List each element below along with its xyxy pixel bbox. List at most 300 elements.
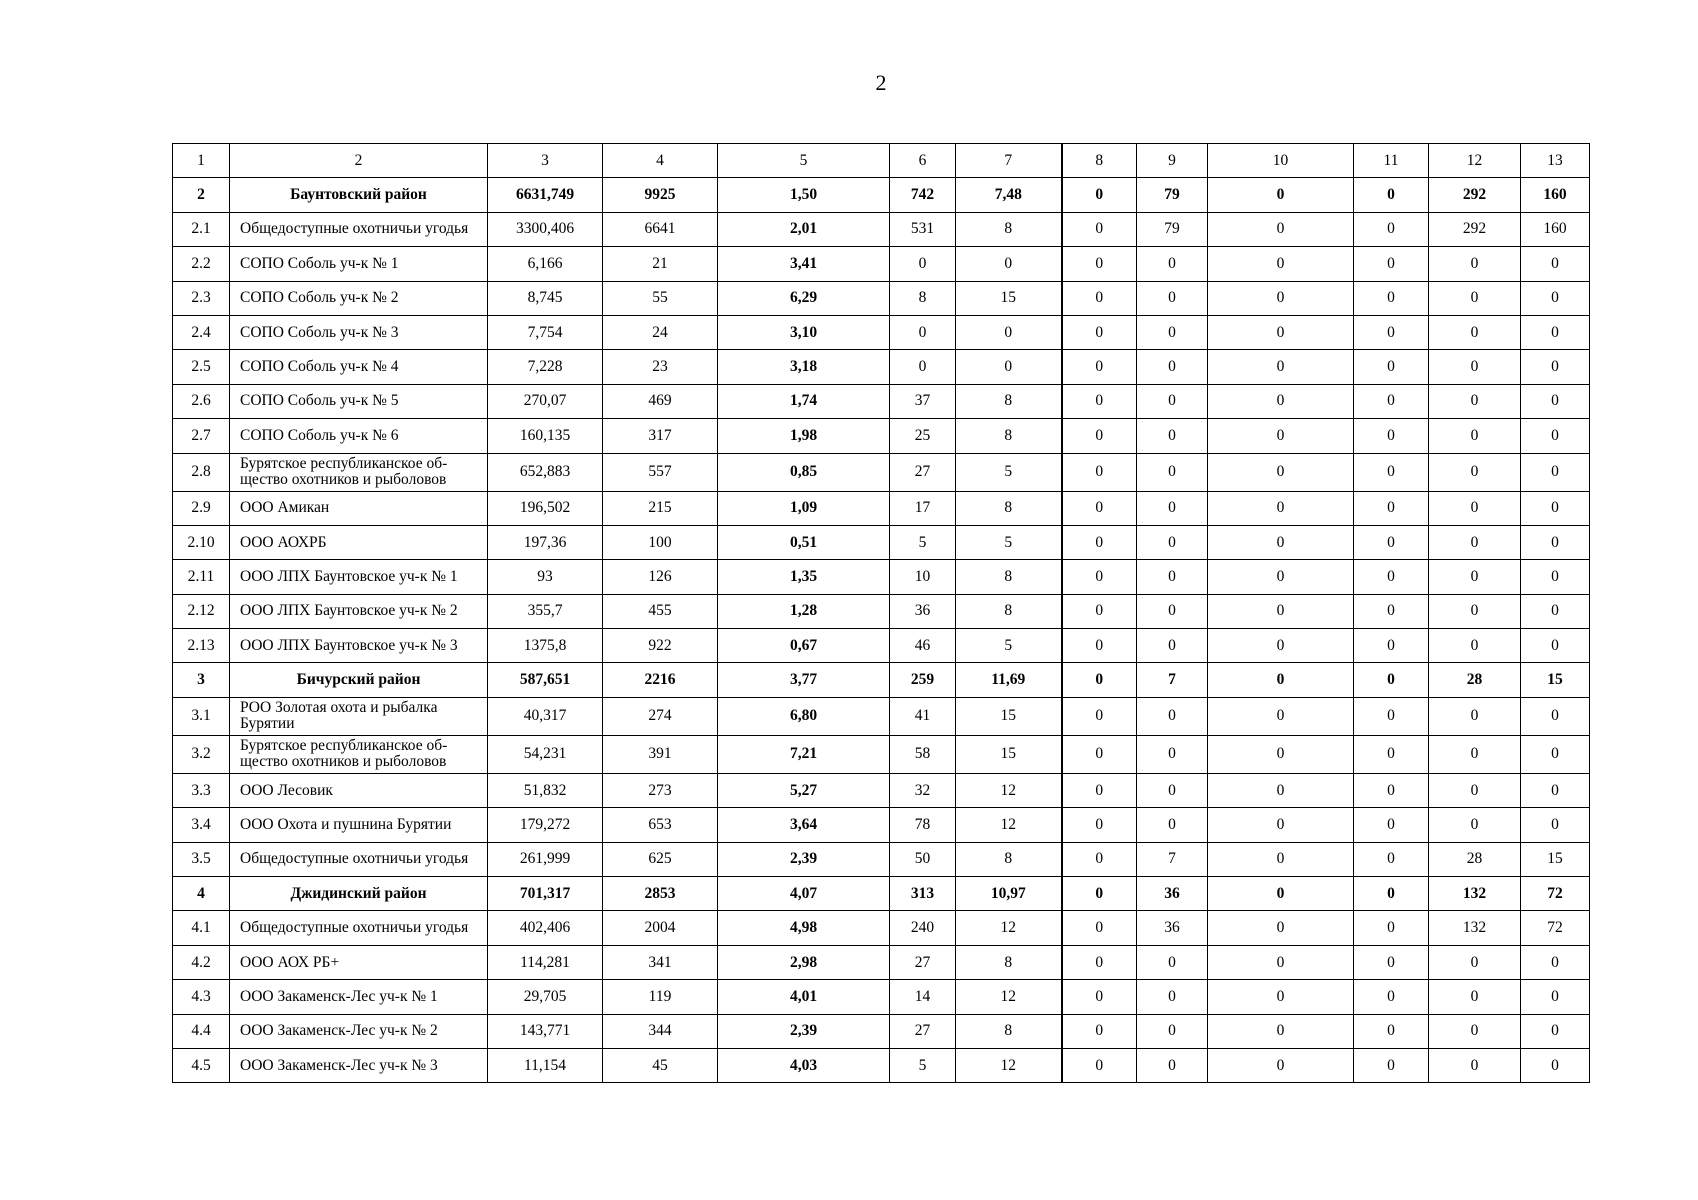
table-cell-col-10: 0 <box>1208 911 1354 945</box>
table-cell-col-7: 12 <box>956 808 1062 842</box>
table-cell-col-4: 6641 <box>603 212 718 246</box>
table-cell-col-6: 25 <box>890 419 956 453</box>
table-cell-col-1: 2.5 <box>173 350 230 384</box>
table-cell-col-11: 0 <box>1354 980 1429 1014</box>
table-cell-col-10: 0 <box>1208 247 1354 281</box>
table-row <box>173 453 1590 491</box>
table-cell-col-5: 6,80 <box>718 697 890 735</box>
table-cell-col-6: 0 <box>890 350 956 384</box>
table-cell-col-2: Общедоступные охотничьи угодья <box>230 212 488 246</box>
table-cell-col-6: 50 <box>890 842 956 876</box>
table-cell-col-5: 6,29 <box>718 281 890 315</box>
table-cell-col-3: 1375,8 <box>488 629 603 663</box>
table-cell-col-1: 2.10 <box>173 525 230 559</box>
table-cell-col-5: 1,28 <box>718 594 890 628</box>
table-cell-col-10: 0 <box>1208 629 1354 663</box>
table-cell-col-9: 0 <box>1137 525 1208 559</box>
table-cell-col-1: 2.13 <box>173 629 230 663</box>
table-cell-col-2: 2 <box>230 144 488 178</box>
table-cell-col-6: 742 <box>890 178 956 212</box>
table-cell-col-12: 28 <box>1429 663 1521 697</box>
table-cell-col-11: 0 <box>1354 594 1429 628</box>
table-cell-col-3: 93 <box>488 560 603 594</box>
table-cell-col-3: 51,832 <box>488 773 603 807</box>
table-cell-col-13: 160 <box>1521 178 1590 212</box>
table-cell-col-7: 8 <box>956 945 1062 979</box>
table-cell-col-13: 0 <box>1521 315 1590 349</box>
table-cell-col-12: 0 <box>1429 808 1521 842</box>
table-cell-col-1: 3.1 <box>173 697 230 735</box>
table-cell-col-13: 0 <box>1521 247 1590 281</box>
table-cell-col-1: 2.12 <box>173 594 230 628</box>
table-cell-col-12: 292 <box>1429 212 1521 246</box>
table-cell-col-4: 273 <box>603 773 718 807</box>
table-cell-col-7: 5 <box>956 629 1062 663</box>
table-cell-col-4: 469 <box>603 384 718 418</box>
table-cell-col-3: 7,754 <box>488 315 603 349</box>
table-cell-col-13: 0 <box>1521 1014 1590 1048</box>
table-cell-col-12: 0 <box>1429 980 1521 1014</box>
table-cell-col-3: 40,317 <box>488 697 603 735</box>
table-cell-col-5: 0,85 <box>718 453 890 491</box>
table-cell-col-4: 557 <box>603 453 718 491</box>
table-cell-col-5: 4,03 <box>718 1048 890 1082</box>
table-cell-col-12: 12 <box>1429 144 1521 178</box>
table-cell-col-9: 0 <box>1137 453 1208 491</box>
table-cell-col-10: 0 <box>1208 560 1354 594</box>
table-cell-col-3: 143,771 <box>488 1014 603 1048</box>
table-cell-col-6: 8 <box>890 281 956 315</box>
table-cell-col-10: 0 <box>1208 281 1354 315</box>
table-cell-col-5: 1,98 <box>718 419 890 453</box>
table-row <box>173 350 1590 384</box>
table-cell-col-13: 0 <box>1521 350 1590 384</box>
table-header-row <box>173 144 1590 178</box>
table-cell-col-1: 4.2 <box>173 945 230 979</box>
table-cell-col-7: 8 <box>956 594 1062 628</box>
table-cell-col-10: 0 <box>1208 842 1354 876</box>
table-cell-col-13: 0 <box>1521 980 1590 1014</box>
table-cell-col-3: 179,272 <box>488 808 603 842</box>
table-cell-col-13: 72 <box>1521 877 1590 911</box>
table-cell-col-11: 0 <box>1354 315 1429 349</box>
table-cell-col-1: 2.9 <box>173 491 230 525</box>
table-cell-col-11: 0 <box>1354 773 1429 807</box>
table-cell-col-1: 4.5 <box>173 1048 230 1082</box>
table-cell-col-13: 0 <box>1521 945 1590 979</box>
table-cell-col-11: 0 <box>1354 697 1429 735</box>
table-cell-col-4: 215 <box>603 491 718 525</box>
data-table <box>172 143 1590 1083</box>
table-cell-col-9: 79 <box>1137 178 1208 212</box>
table-cell-col-11: 0 <box>1354 384 1429 418</box>
table-cell-col-8: 0 <box>1062 663 1137 697</box>
table-cell-col-6: 27 <box>890 453 956 491</box>
table-cell-col-1: 2.8 <box>173 453 230 491</box>
table-cell-col-11: 0 <box>1354 212 1429 246</box>
table-cell-col-4: 625 <box>603 842 718 876</box>
table-row <box>173 491 1590 525</box>
table-cell-col-12: 0 <box>1429 697 1521 735</box>
table-cell-col-7: 7 <box>956 144 1062 178</box>
table-cell-col-12: 0 <box>1429 945 1521 979</box>
table-cell-col-8: 0 <box>1062 384 1137 418</box>
table-row <box>173 1048 1590 1082</box>
table-cell-col-12: 0 <box>1429 773 1521 807</box>
table-cell-col-8: 0 <box>1062 808 1137 842</box>
table-cell-col-12: 132 <box>1429 877 1521 911</box>
table-cell-col-7: 12 <box>956 911 1062 945</box>
table-cell-col-7: 12 <box>956 980 1062 1014</box>
table-cell-col-10: 0 <box>1208 1014 1354 1048</box>
table-cell-col-3: 3 <box>488 144 603 178</box>
table-cell-col-6: 5 <box>890 525 956 559</box>
table-cell-col-4: 24 <box>603 315 718 349</box>
table-cell-col-13: 13 <box>1521 144 1590 178</box>
table-cell-col-8: 0 <box>1062 1048 1137 1082</box>
table-cell-col-3: 54,231 <box>488 735 603 773</box>
table-cell-col-6: 259 <box>890 663 956 697</box>
table-cell-col-10: 10 <box>1208 144 1354 178</box>
table-row <box>173 911 1590 945</box>
table-row <box>173 1014 1590 1048</box>
table-cell-col-2: СОПО Соболь уч-к № 2 <box>230 281 488 315</box>
table-cell-col-2: ООО ЛПХ Баунтовское уч-к № 3 <box>230 629 488 663</box>
table-cell-col-5: 2,39 <box>718 842 890 876</box>
table-cell-col-5: 3,64 <box>718 808 890 842</box>
table-cell-col-7: 8 <box>956 419 1062 453</box>
table-cell-col-12: 0 <box>1429 315 1521 349</box>
table-cell-col-13: 72 <box>1521 911 1590 945</box>
table-cell-col-8: 0 <box>1062 735 1137 773</box>
table-cell-col-5: 4,01 <box>718 980 890 1014</box>
district-row <box>173 663 1590 697</box>
table-cell-col-2: СОПО Соболь уч-к № 1 <box>230 247 488 281</box>
table-cell-col-9: 0 <box>1137 281 1208 315</box>
table-cell-col-2: РОО Золотая охота и рыбалка Бурятии <box>230 697 488 735</box>
table-cell-col-7: 5 <box>956 525 1062 559</box>
table-cell-col-2: Общедоступные охотничьи угодья <box>230 911 488 945</box>
table-row <box>173 315 1590 349</box>
table-cell-col-1: 1 <box>173 144 230 178</box>
table-cell-col-3: 3300,406 <box>488 212 603 246</box>
table-cell-col-5: 3,10 <box>718 315 890 349</box>
table-cell-col-2: СОПО Соболь уч-к № 6 <box>230 419 488 453</box>
table-cell-col-11: 0 <box>1354 629 1429 663</box>
table-cell-col-5: 4,07 <box>718 877 890 911</box>
table-cell-col-11: 0 <box>1354 247 1429 281</box>
table-cell-col-2: ООО ЛПХ Баунтовское уч-к № 2 <box>230 594 488 628</box>
table-row <box>173 281 1590 315</box>
table-cell-col-4: 2004 <box>603 911 718 945</box>
table-cell-col-1: 2.4 <box>173 315 230 349</box>
table-cell-col-2: ООО АОХ РБ+ <box>230 945 488 979</box>
table-cell-col-12: 0 <box>1429 350 1521 384</box>
table-cell-col-3: 701,317 <box>488 877 603 911</box>
table-cell-col-5: 1,50 <box>718 178 890 212</box>
table-cell-col-10: 0 <box>1208 980 1354 1014</box>
table-cell-col-10: 0 <box>1208 491 1354 525</box>
table-cell-col-11: 0 <box>1354 663 1429 697</box>
table-cell-col-1: 3.3 <box>173 773 230 807</box>
table-cell-col-5: 2,01 <box>718 212 890 246</box>
district-row <box>173 877 1590 911</box>
table-cell-col-11: 0 <box>1354 808 1429 842</box>
table-row <box>173 384 1590 418</box>
table-cell-col-2: ООО Охота и пушнина Бурятии <box>230 808 488 842</box>
table-cell-col-4: 9925 <box>603 178 718 212</box>
table-cell-col-3: 587,651 <box>488 663 603 697</box>
table-row <box>173 735 1590 773</box>
table-cell-col-10: 0 <box>1208 212 1354 246</box>
table-cell-col-8: 0 <box>1062 773 1137 807</box>
table-cell-col-5: 7,21 <box>718 735 890 773</box>
table-cell-col-8: 0 <box>1062 1014 1137 1048</box>
table-cell-col-12: 0 <box>1429 384 1521 418</box>
table-cell-col-1: 4.4 <box>173 1014 230 1048</box>
table-cell-col-7: 0 <box>956 315 1062 349</box>
table-cell-col-13: 0 <box>1521 773 1590 807</box>
table-cell-col-5: 3,41 <box>718 247 890 281</box>
table-cell-col-13: 0 <box>1521 491 1590 525</box>
table-cell-col-10: 0 <box>1208 525 1354 559</box>
table-cell-col-8: 0 <box>1062 842 1137 876</box>
table-cell-col-1: 2.11 <box>173 560 230 594</box>
table-cell-col-8: 0 <box>1062 629 1137 663</box>
table-cell-col-1: 2.3 <box>173 281 230 315</box>
table-cell-col-12: 0 <box>1429 594 1521 628</box>
table-cell-col-9: 0 <box>1137 697 1208 735</box>
table-cell-col-6: 240 <box>890 911 956 945</box>
table-cell-col-11: 0 <box>1354 735 1429 773</box>
table-cell-col-6: 41 <box>890 697 956 735</box>
table-row <box>173 212 1590 246</box>
table-cell-col-11: 0 <box>1354 1014 1429 1048</box>
table-cell-col-7: 8 <box>956 1014 1062 1048</box>
table-cell-col-10: 0 <box>1208 773 1354 807</box>
table-cell-col-4: 344 <box>603 1014 718 1048</box>
table-cell-col-10: 0 <box>1208 178 1354 212</box>
table-cell-col-6: 313 <box>890 877 956 911</box>
table-cell-col-9: 0 <box>1137 629 1208 663</box>
table-cell-col-2: Баунтовский район <box>230 178 488 212</box>
table-row <box>173 945 1590 979</box>
table-row <box>173 808 1590 842</box>
table-cell-col-4: 119 <box>603 980 718 1014</box>
table-cell-col-12: 28 <box>1429 842 1521 876</box>
table-cell-col-12: 0 <box>1429 560 1521 594</box>
table-cell-col-13: 0 <box>1521 384 1590 418</box>
table-cell-col-1: 4.3 <box>173 980 230 1014</box>
table-cell-col-1: 4 <box>173 877 230 911</box>
table-cell-col-4: 55 <box>603 281 718 315</box>
table-cell-col-7: 15 <box>956 697 1062 735</box>
table-cell-col-7: 11,69 <box>956 663 1062 697</box>
table-cell-col-8: 0 <box>1062 281 1137 315</box>
table-cell-col-7: 7,48 <box>956 178 1062 212</box>
table-cell-col-12: 0 <box>1429 281 1521 315</box>
table-cell-col-8: 0 <box>1062 560 1137 594</box>
table-cell-col-5: 2,98 <box>718 945 890 979</box>
table-cell-col-6: 17 <box>890 491 956 525</box>
table-cell-col-3: 7,228 <box>488 350 603 384</box>
table-cell-col-6: 27 <box>890 945 956 979</box>
table-cell-col-12: 0 <box>1429 1048 1521 1082</box>
table-cell-col-8: 0 <box>1062 315 1137 349</box>
table-cell-col-9: 79 <box>1137 212 1208 246</box>
table-cell-col-9: 0 <box>1137 247 1208 281</box>
table-cell-col-5: 1,09 <box>718 491 890 525</box>
table-cell-col-13: 0 <box>1521 697 1590 735</box>
table-cell-col-3: 8,745 <box>488 281 603 315</box>
table-cell-col-2: ООО Закаменск-Лес уч-к № 1 <box>230 980 488 1014</box>
table-cell-col-13: 0 <box>1521 808 1590 842</box>
table-cell-col-5: 1,74 <box>718 384 890 418</box>
table-cell-col-5: 5,27 <box>718 773 890 807</box>
table-row <box>173 629 1590 663</box>
table-cell-col-8: 0 <box>1062 945 1137 979</box>
table-cell-col-4: 4 <box>603 144 718 178</box>
table-cell-col-1: 2.6 <box>173 384 230 418</box>
table-cell-col-2: СОПО Соболь уч-к № 5 <box>230 384 488 418</box>
table-row <box>173 594 1590 628</box>
table-cell-col-6: 5 <box>890 1048 956 1082</box>
table-cell-col-6: 6 <box>890 144 956 178</box>
table-cell-col-8: 0 <box>1062 877 1137 911</box>
table-row <box>173 697 1590 735</box>
table-cell-col-9: 0 <box>1137 419 1208 453</box>
table-cell-col-2: ООО Закаменск-Лес уч-к № 3 <box>230 1048 488 1082</box>
table-row <box>173 419 1590 453</box>
table-cell-col-3: 261,999 <box>488 842 603 876</box>
table-cell-col-10: 0 <box>1208 594 1354 628</box>
table-cell-col-8: 0 <box>1062 350 1137 384</box>
page-number: 2 <box>875 70 887 95</box>
table-cell-col-10: 0 <box>1208 877 1354 911</box>
table-cell-col-7: 0 <box>956 247 1062 281</box>
table-cell-col-11: 0 <box>1354 525 1429 559</box>
table-cell-col-2: ООО Закаменск-Лес уч-к № 2 <box>230 1014 488 1048</box>
table-cell-col-2: ООО Лесовик <box>230 773 488 807</box>
table-row <box>173 525 1590 559</box>
table-cell-col-13: 0 <box>1521 594 1590 628</box>
table-cell-col-4: 45 <box>603 1048 718 1082</box>
table-cell-col-11: 0 <box>1354 842 1429 876</box>
table-cell-col-2: Общедоступные охотничьи угодья <box>230 842 488 876</box>
table-cell-col-7: 12 <box>956 773 1062 807</box>
table-cell-col-6: 32 <box>890 773 956 807</box>
table-cell-col-4: 922 <box>603 629 718 663</box>
table-cell-col-4: 391 <box>603 735 718 773</box>
table-cell-col-12: 0 <box>1429 735 1521 773</box>
table-cell-col-12: 0 <box>1429 491 1521 525</box>
table-cell-col-9: 0 <box>1137 560 1208 594</box>
table-cell-col-3: 6,166 <box>488 247 603 281</box>
table-cell-col-11: 0 <box>1354 453 1429 491</box>
table-cell-col-11: 0 <box>1354 1048 1429 1082</box>
table-cell-col-6: 78 <box>890 808 956 842</box>
table-cell-col-3: 6631,749 <box>488 178 603 212</box>
table-cell-col-6: 58 <box>890 735 956 773</box>
table-cell-col-9: 0 <box>1137 491 1208 525</box>
table-cell-col-6: 37 <box>890 384 956 418</box>
table-cell-col-5: 2,39 <box>718 1014 890 1048</box>
table-cell-col-5: 1,35 <box>718 560 890 594</box>
table-cell-col-6: 531 <box>890 212 956 246</box>
table-cell-col-11: 11 <box>1354 144 1429 178</box>
table-cell-col-12: 0 <box>1429 525 1521 559</box>
table-cell-col-8: 0 <box>1062 911 1137 945</box>
table-cell-col-2: СОПО Соболь уч-к № 3 <box>230 315 488 349</box>
table-cell-col-11: 0 <box>1354 945 1429 979</box>
table-cell-col-9: 0 <box>1137 945 1208 979</box>
table-cell-col-13: 0 <box>1521 560 1590 594</box>
table-cell-col-10: 0 <box>1208 453 1354 491</box>
table-cell-col-12: 0 <box>1429 453 1521 491</box>
table-cell-col-1: 2.2 <box>173 247 230 281</box>
table-cell-col-10: 0 <box>1208 350 1354 384</box>
table-cell-col-8: 8 <box>1062 144 1137 178</box>
table-cell-col-7: 8 <box>956 212 1062 246</box>
table-cell-col-12: 132 <box>1429 911 1521 945</box>
table-cell-col-10: 0 <box>1208 945 1354 979</box>
table-cell-col-7: 10,97 <box>956 877 1062 911</box>
table-cell-col-13: 0 <box>1521 281 1590 315</box>
table-cell-col-10: 0 <box>1208 663 1354 697</box>
table-cell-col-12: 0 <box>1429 629 1521 663</box>
table-cell-col-13: 0 <box>1521 419 1590 453</box>
table-cell-col-5: 3,18 <box>718 350 890 384</box>
table-cell-col-6: 14 <box>890 980 956 1014</box>
table-cell-col-10: 0 <box>1208 735 1354 773</box>
table-cell-col-2: СОПО Соболь уч-к № 4 <box>230 350 488 384</box>
table-cell-col-11: 0 <box>1354 178 1429 212</box>
table-cell-col-2: ООО Амикан <box>230 491 488 525</box>
table-cell-col-8: 0 <box>1062 178 1137 212</box>
table-cell-col-2: ООО АОХРБ <box>230 525 488 559</box>
table-cell-col-13: 0 <box>1521 453 1590 491</box>
table-cell-col-10: 0 <box>1208 315 1354 349</box>
table-cell-col-9: 36 <box>1137 877 1208 911</box>
table-cell-col-11: 0 <box>1354 560 1429 594</box>
table-cell-col-13: 0 <box>1521 1048 1590 1082</box>
table-row <box>173 842 1590 876</box>
table-cell-col-11: 0 <box>1354 281 1429 315</box>
table-cell-col-11: 0 <box>1354 911 1429 945</box>
table-cell-col-8: 0 <box>1062 525 1137 559</box>
table-cell-col-6: 10 <box>890 560 956 594</box>
table-cell-col-2: Бурятское республиканское об-щество охотников и рыболовов <box>230 735 488 773</box>
district-row <box>173 178 1590 212</box>
table-cell-col-5: 3,77 <box>718 663 890 697</box>
table-cell-col-6: 0 <box>890 315 956 349</box>
table-cell-col-4: 2216 <box>603 663 718 697</box>
table-cell-col-4: 653 <box>603 808 718 842</box>
table-cell-col-8: 0 <box>1062 491 1137 525</box>
table-cell-col-5: 5 <box>718 144 890 178</box>
table-cell-col-4: 274 <box>603 697 718 735</box>
table-cell-col-4: 21 <box>603 247 718 281</box>
table-cell-col-7: 0 <box>956 350 1062 384</box>
table-cell-col-11: 0 <box>1354 491 1429 525</box>
table-cell-col-11: 0 <box>1354 877 1429 911</box>
table-cell-col-9: 0 <box>1137 773 1208 807</box>
table-cell-col-8: 0 <box>1062 419 1137 453</box>
table-cell-col-2: Бурятское республиканское об-щество охотников и рыболовов <box>230 453 488 491</box>
table-cell-col-1: 4.1 <box>173 911 230 945</box>
table-cell-col-7: 15 <box>956 281 1062 315</box>
table-cell-col-8: 0 <box>1062 594 1137 628</box>
